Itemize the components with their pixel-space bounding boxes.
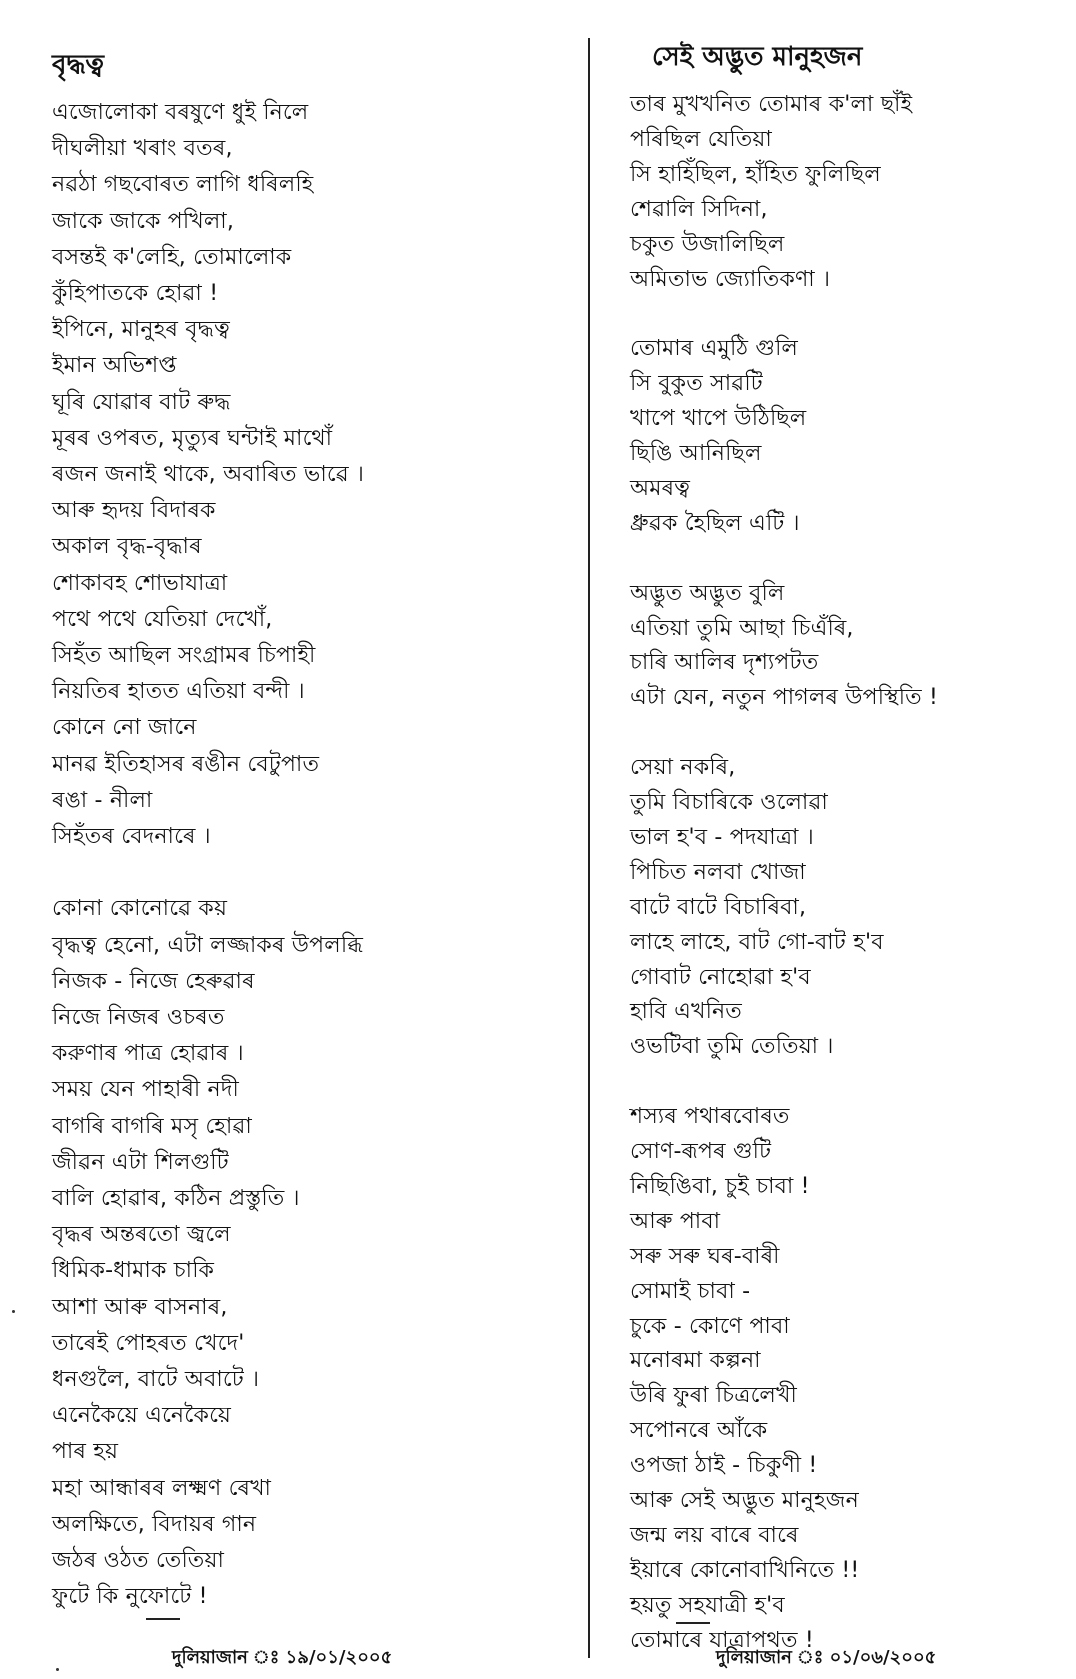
- poem-line: চকুত উজালিছিল: [630, 231, 785, 257]
- poem-line: অমিতাভ জ্যোতিকণা ।: [630, 266, 831, 292]
- poem-line: জীৱন এটা শিলগুটি: [52, 1149, 229, 1175]
- poem-line: ইমান অভিশপ্ত: [52, 353, 177, 379]
- poem-line: পৰিছিল যেতিয়া: [630, 126, 772, 152]
- right-poem-footer: দুলিয়াজান ঃ ০১/০৬/২০০৫: [716, 1647, 937, 1668]
- poem-line: অমৰত্ব: [630, 475, 691, 501]
- poem-line: দীঘলীয়া খৰাং বতৰ,: [52, 136, 233, 162]
- poem-line: এতিয়া তুমি আছা চিএঁৰি,: [630, 615, 854, 641]
- poem-line: ধিমিক-ধামাক চাকি: [52, 1258, 215, 1284]
- poem-line: মানৱ ইতিহাসৰ ৰঙীন বেটুপাত: [52, 751, 320, 777]
- poem-line: মূৰৰ ওপৰত, মৃত্যুৰ ঘন্টাই মাথোঁ: [52, 425, 333, 451]
- poem-line: নৱঠা গছবোৰত লাগি ধৰিলহি: [52, 172, 314, 198]
- poem-line: ইপিনে, মানুহৰ বৃদ্ধত্ব: [52, 317, 230, 343]
- poem-line: শেৱালি সিদিনা,: [630, 196, 768, 222]
- poem-line: পথে পথে যেতিয়া দেখোঁ,: [52, 606, 273, 632]
- poem-line: এনেকৈয়ে এনেকৈয়ে: [52, 1403, 232, 1429]
- poem-line: তাৰ মুখখনিত তোমাৰ ক'লা ছাঁই: [630, 92, 913, 117]
- poem-line: উৰি ফুৰা চিত্ৰলেখী: [630, 1383, 797, 1409]
- poem-line: এজোলোকা বৰষুণে ধুই নিলে: [52, 100, 309, 125]
- poem-line: সময় যেন পাহাৰী নদী: [52, 1077, 239, 1103]
- poem-line: শোকাবহ শোভাযাত্ৰা: [52, 570, 228, 596]
- left-end-dash: [146, 1618, 180, 1620]
- poem-line: নিজে নিজৰ ওচৰত: [52, 1005, 225, 1030]
- poem-line: তোমাৰ এমুঠি গুলি: [630, 336, 798, 362]
- poem-line: অলক্ষিতে, বিদায়ৰ গান: [52, 1511, 257, 1537]
- poem-line: বৃদ্ধৰ অন্তৰতো জ্বলে: [52, 1222, 231, 1248]
- poem-line: সিহঁতৰ বেদনাৰে ।: [52, 824, 211, 849]
- poem-line: মহা আন্ধাৰৰ লক্ষ্মণ ৰেখা: [52, 1475, 272, 1501]
- poem-line: কোনা কোনোৱে কয়: [52, 896, 228, 922]
- poem-line: নিজক - নিজে হেৰুৱাৰ: [52, 968, 255, 994]
- poem-line: তাৰেই পোহৰত খেদে': [52, 1330, 245, 1356]
- poem-line: নিছিঙিবা, চুই চাবা !: [630, 1173, 810, 1199]
- poem-line: সৰু সৰু ঘৰ-বাৰী: [630, 1243, 780, 1269]
- poem-line: বাগৰি বাগৰি মসৃ হোৱা: [52, 1113, 252, 1139]
- poem-line: সিহঁত আছিল সংগ্ৰামৰ চিপাহী: [52, 643, 316, 668]
- poem-line: বাটে বাটে বিচাৰিবা,: [630, 894, 807, 920]
- poem-line: বসন্তই ক'লেহি, তোমালোক: [52, 244, 292, 270]
- poem-line: ওপজা ঠাই - চিকুণী !: [630, 1453, 818, 1479]
- poem-line: আৰু হৃদয় বিদাৰক: [52, 498, 216, 524]
- poem-line: আৰু পাবা: [630, 1208, 721, 1234]
- poem-line: পিচিত নলবা খোজা: [630, 859, 806, 885]
- poem-line: কুঁহিপাতকে হোৱা !: [52, 281, 219, 306]
- poem-line: এটা যেন, নতুন পাগলৰ উপস্থিতি !: [630, 685, 939, 711]
- poem-line: সপোনৰে আঁকে: [630, 1418, 768, 1444]
- poem-line: অদ্ভুত অদ্ভুত বুলি: [630, 580, 785, 606]
- poem-line: হাবি এখনিত: [630, 999, 742, 1025]
- scan-speck: [56, 1668, 59, 1671]
- poem-line: ফুটে কি নুফোটে !: [52, 1584, 208, 1610]
- poem-line: তোমাৰে যাত্ৰাপথত !: [630, 1627, 814, 1653]
- right-poem-title: সেই অদ্ভুত মানুহজন: [652, 42, 863, 72]
- poem-line: জন্ম লয় বাৰে বাৰে: [630, 1522, 799, 1548]
- poem-line: ঘূৰি যোৱাৰ বাট ৰুদ্ধ: [52, 389, 231, 415]
- column-divider: [588, 38, 590, 1658]
- poem-line: ধ্ৰুৱক হৈছিল এটি ।: [630, 510, 800, 536]
- left-poem-title: বৃদ্ধত্ব: [52, 50, 105, 80]
- poem-line: ধনগুলৈ, বাটে অবাটে ।: [52, 1367, 260, 1392]
- poem-line: শস্যৰ পথাৰবোৰত: [630, 1104, 790, 1130]
- poem-line: ছিঙি আনিছিল: [630, 441, 762, 466]
- poem-line: সি বুকুত সাৱটি: [630, 371, 763, 397]
- poem-line: নিয়তিৰ হাতত এতিয়া বন্দী ।: [52, 679, 305, 705]
- poem-line: খাপে খাপে উঠিছিল: [630, 406, 807, 432]
- right-end-dash: [676, 1622, 710, 1624]
- poem-line: গোবাট নোহোৱা হ'ব: [630, 964, 811, 990]
- poem-line: চুকে - কোণে পাবা: [630, 1313, 790, 1339]
- poem-line: ৰঙা - নীলা: [52, 787, 153, 813]
- poem-line: জঠৰ ওঠত তেতিয়া: [52, 1548, 225, 1573]
- poem-line: করুণাৰ পাত্ৰ হোৱাৰ ।: [52, 1041, 244, 1067]
- poem-line: হয়তু সহযাত্ৰী হ'ব: [630, 1592, 785, 1618]
- poem-line: ভাল হ'ব - পদযাত্ৰা ।: [630, 824, 814, 850]
- poem-line: তুমি বিচাৰিকে ওলোৱা: [630, 790, 828, 815]
- poem-line: পাৰ হয়: [52, 1439, 119, 1465]
- poem-line: জাকে জাকে পখিলা,: [52, 208, 235, 234]
- left-poem-footer: দুলিয়াজান ঃ ১৯/০১/২০০৫: [172, 1647, 393, 1668]
- poem-line: সেয়া নকৰি,: [630, 755, 736, 781]
- poem-line: ওভটিবা তুমি তেতিয়া ।: [630, 1034, 834, 1060]
- scan-speck: [12, 1310, 15, 1313]
- poem-line: মনোৰমা কল্পনা: [630, 1348, 761, 1374]
- poem-line: ইয়াৰে কোনোবাখিনিতে !!: [630, 1557, 860, 1583]
- poem-line: আৰু সেই অদ্ভুত মানুহজন: [630, 1488, 859, 1513]
- poem-line: সোমাই চাবা -: [630, 1278, 751, 1304]
- poem-line: সি হাহিঁছিল, হাঁহিত ফুলিছিল: [630, 161, 881, 187]
- poem-line: সোণ-ৰূপৰ গুটি: [630, 1139, 772, 1164]
- poem-line: বালি হোৱাৰ, কঠিন প্ৰস্তুতি ।: [52, 1186, 300, 1211]
- poem-line: অকাল বৃদ্ধ-বৃদ্ধাৰ: [52, 534, 202, 560]
- poem-line: আশা আৰু বাসনাৰ,: [52, 1294, 228, 1320]
- poem-line: লাহে লাহে, বাট গো-বাট হ'ব: [630, 929, 884, 955]
- poem-line: ৰজন জনাই থাকে, অবাৰিত ভাৱে ।: [52, 462, 365, 487]
- poem-line: কোনে নো জানে: [52, 715, 197, 741]
- poem-line: বৃদ্ধত্ব হেনো, এটা লজ্জাকৰ উপলব্ধি: [52, 932, 364, 958]
- poem-line: চাৰি আলিৰ দৃশ্যপটত: [630, 650, 819, 676]
